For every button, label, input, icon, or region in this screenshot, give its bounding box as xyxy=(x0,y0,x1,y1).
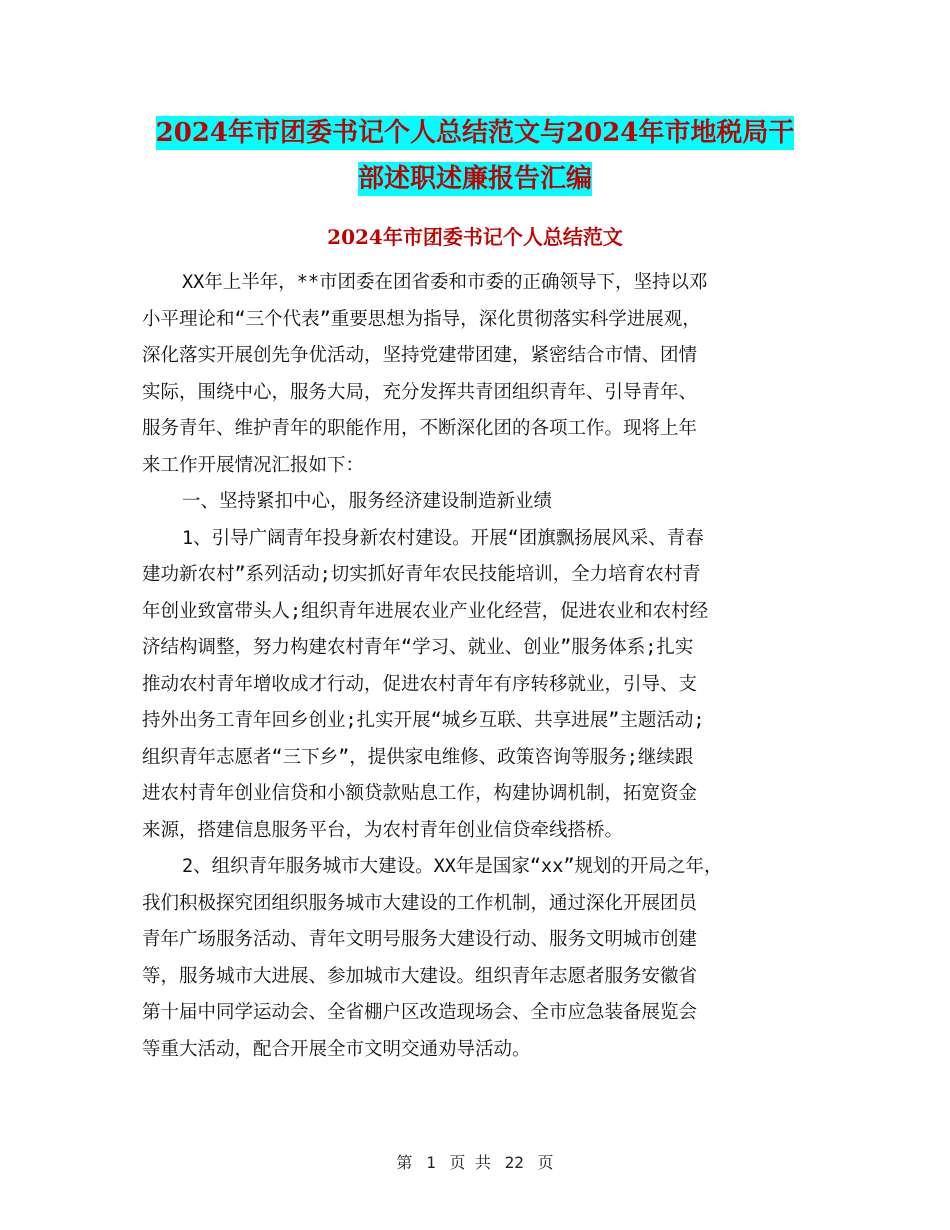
document-title-line1: 2024年市团委书记个人总结范文与2024年市地税局干 xyxy=(155,118,795,148)
footer-page-number: 1 xyxy=(426,1153,436,1172)
paragraph-item-2 xyxy=(142,849,832,1068)
text-line: 济结构调整，努力构建农村青年“学习、就业、创业”服务体系;扎实 xyxy=(142,637,694,658)
paragraph-heading-1 xyxy=(142,484,832,521)
text-line: 等重大活动，配合开展全市文明交通劝导活动。 xyxy=(142,1038,531,1060)
text-line: 等，服务城市大进展、参加城市大建设。组织青年志愿者服务安徽省 xyxy=(142,965,698,987)
text-line: 持外出务工青年回乡创业;扎实开展“城乡互联、共享进展”主题活动; xyxy=(142,710,705,731)
paragraph-item-1 xyxy=(142,521,832,850)
text-line: 一、坚持紧扣中心，服务经济建设制造新业绩 xyxy=(182,491,553,512)
text-line: XX年上半年，**市团委在团省委和市委的正确领导下，坚持以邓 xyxy=(182,272,708,293)
text-line: 1、引导广阔青年投身新农村建设。开展“团旗飘扬展风采、青春 xyxy=(182,527,704,549)
text-line: 进农村青年创业信贷和小额贷款贴息工作，构建协调机制，拓宽资金 xyxy=(142,783,698,804)
document-title xyxy=(0,110,950,202)
page-footer xyxy=(0,1150,950,1173)
text-line: 青年广场服务活动、青年文明号服务大建设行动、服务文明城市创建 xyxy=(142,929,698,950)
text-line: 服务青年、维护青年的职能作用，不断深化团的各项工作。现将上年 xyxy=(142,418,698,439)
document-title-line2: 部述职述廉报告汇编 xyxy=(357,164,592,194)
text-line: 深化落实开展创先争优活动，坚持党建带团建，紧密结合市情、团情 xyxy=(142,345,698,366)
footer-total-pages: 22 xyxy=(504,1153,524,1172)
text-line: 第十届中同学运动会、全省棚户区改造现场会、全市应急装备展览会 xyxy=(142,1002,698,1023)
text-line: 2、组织青年服务城市大建设。XX年是国家“xx”规划的开局之年， xyxy=(182,856,723,877)
text-line: 建功新农村”系列活动;切实抓好青年农民技能培训，全力培育农村青 xyxy=(142,564,701,585)
section-title: 2024年市团委书记个人总结范文 xyxy=(327,225,623,249)
text-line: 来工作开展情况汇报如下： xyxy=(142,454,365,476)
text-line: 来源，搭建信息服务平台，为农村青年创业信贷牵线搭桥。 xyxy=(142,819,624,841)
footer-suffix: 页 xyxy=(537,1153,554,1172)
text-line: 实际，围绕中心，服务大局，充分发挥共青团组织青年、引导青年、 xyxy=(142,381,698,403)
text-line: 组织青年志愿者“三下乡”，提供家电维修、政策咨询等服务;继续跟 xyxy=(142,746,694,768)
text-line: 推动农村青年增收成才行动，促进农村青年有序转移就业，引导、支 xyxy=(142,673,698,695)
text-line: 小平理论和“三个代表”重要思想为指导，深化贯彻落实科学进展观， xyxy=(142,308,701,330)
text-line: 我们积极探究团组织服务城市大建设的工作机制，通过深化开展团员 xyxy=(142,892,698,914)
footer-prefix: 第 xyxy=(396,1153,413,1172)
document-body xyxy=(142,265,832,1068)
footer-middle: 页 共 xyxy=(449,1153,491,1172)
paragraph-intro xyxy=(142,265,832,484)
text-line: 年创业致富带头人;组织青年进展农业产业化经营，促进农业和农村经 xyxy=(142,600,709,622)
